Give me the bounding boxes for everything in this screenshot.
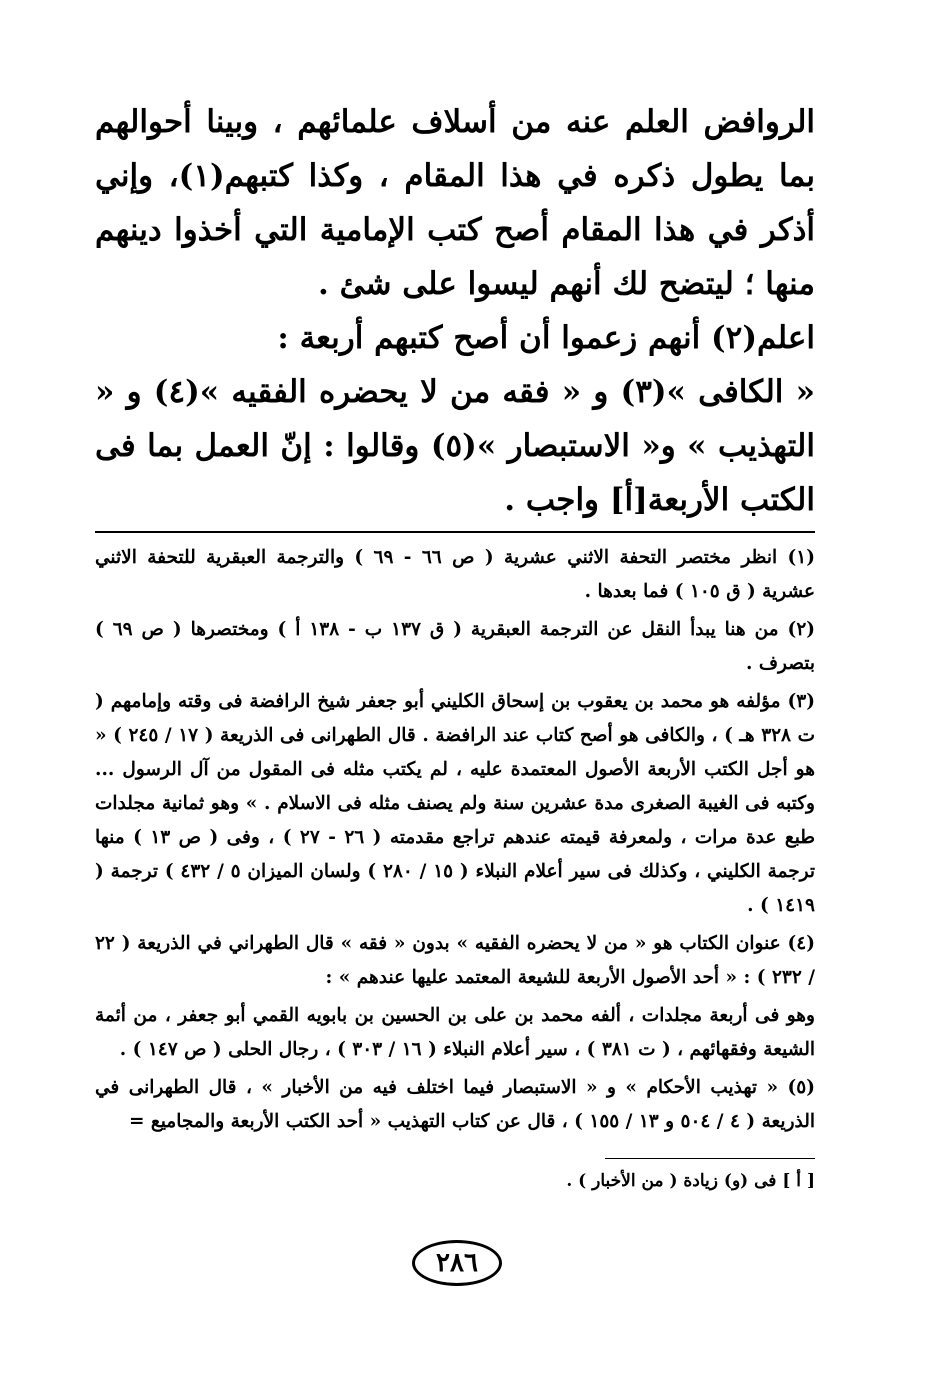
footnote: وهو فى أربعة مجلدات ، ألفه محمد بن على بن الحسين بن بابويه القمي أبو جعفر ، من أئمة الشيعة وفقهائهم ، ( ت ٣٨١ ) ، سير أعلام النبلاء ( ١٦ / ٣٠٣ ) ، رجال الحلى ( ص ١٤٧ ) .: [95, 1005, 815, 1060]
main-paragraph: اعلم(٢) أنهم زعموا أن أصح كتبهم أربعة :: [277, 320, 815, 356]
main-paragraph: الروافض العلم عنه من أسلاف علمائهم ، وبينا أحوالهم بما يطول ذكره في هذا المقام ، وكذا كتبهم(١)، وإني أذكر في هذا المقام أصح كتب الإمامية التي أخذوا دينهم منها ؛ ليتضح لك أنهم ليسوا على شئ .: [95, 104, 815, 302]
footnote: (٣) مؤلفه هو محمد بن يعقوب بن إسحاق الكليني أبو جعفر شيخ الرافضة فى وقته وإمامهم ( ت ٣٢٨ هـ ) ، والكافى هو أصح كتاب عند الرافضة . قال الطهرانى فى الذريعة ( ١٧ / ٢٤٥ ) « هو أجل الكتب الأربعة الأصول المعتمدة عليه ، لم يكتب مثله فى المقول من آل الرسول ... وكتبه فى الغيبة الصغرى مدة عشرين سنة ولم يصنف مثله فى الاسلام . » وهو ثمانية مجلدات طبع عدة مرات ، ولمعرفة قيمته عندهم تراجع مقدمته ( ٢٦ - ٢٧ ) ، وفى ( ص ١٣ ) منها ترجمة الكليني ، وكذلك فى سير أعلام النبلاء ( ١٥ / ٢٨٠ ) ولسان الميزان ٥ / ٤٣٢ ) ترجمة ( ١٤١٩ ) .: [95, 691, 816, 916]
main-paragraph: « الكافى »(٣) و « فقه من لا يحضره الفقيه »(٤) و « التهذيب » و« الاستبصار »(٥) وقالوا : إنّ العمل بما فى الكتب الأربعة[أ] واجب .: [95, 365, 815, 533]
editor-note: [ أ ] فى (و) زيادة ( من الأخبار ) .: [566, 1171, 815, 1191]
page-number: ٢٨٦: [412, 1240, 502, 1286]
footnote: (٤) عنوان الكتاب هو « من لا يحضره الفقيه » بدون « فقه » قال الطهراني في الذريعة ( ٢٢ / ٢٣٢ ) : « أحد الأصول الأربعة للشيعة المعتمد عليها عندهم » :: [95, 933, 815, 988]
footnote: (٢) من هنا يبدأ النقل عن الترجمة العبقرية ( ق ١٣٧ ب - ١٣٨ أ ) ومختصرها ( ص ٦٩ ) بتصرف .: [95, 619, 816, 674]
main-text: [95, 95, 815, 533]
footnote: (٥) « تهذيب الأحكام » و « الاستبصار فيما اختلف فيه من الأخبار » ، قال الطهرانى في الذريعة ( ٤ / ٥٠٤ و ١٣ / ١٥٥ ) ، قال عن كتاب التهذيب « أحد الكتب الأربعة والمجاميع =: [95, 1077, 815, 1132]
page-body: [95, 95, 815, 1143]
footnotes: [95, 541, 815, 1139]
footnote-separator: [605, 1158, 815, 1159]
footnote: (١) انظر مختصر التحفة الاثني عشرية ( ص ٦٦ - ٦٩ ) والترجمة العبقرية للتحفة الاثني عشرية ( ق ١٠٥ ) فما بعدها .: [95, 547, 815, 602]
